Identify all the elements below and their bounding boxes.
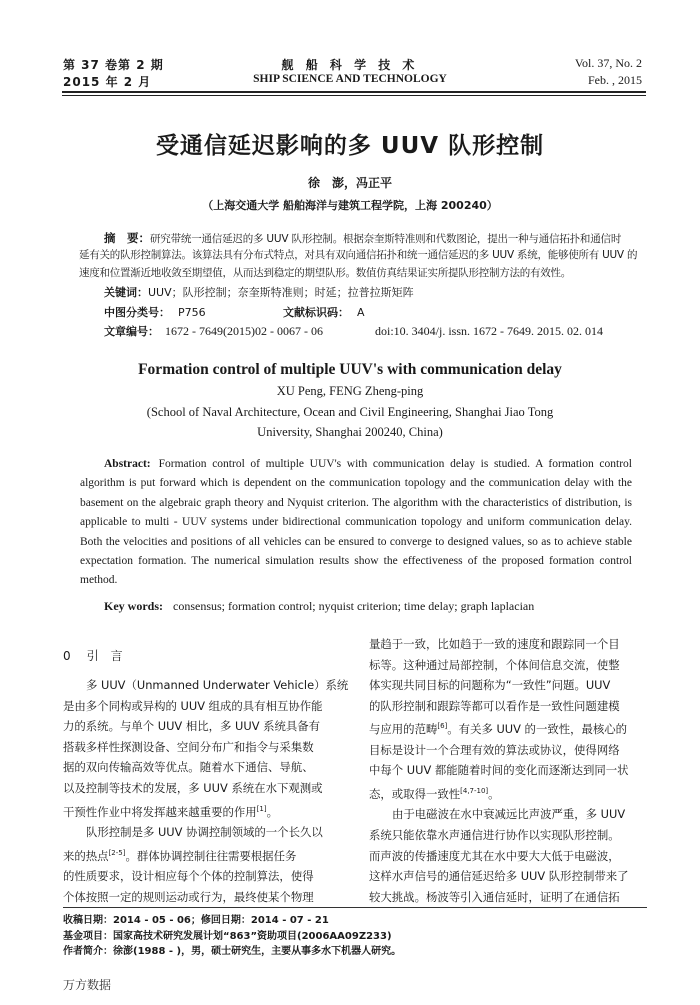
section-heading <box>63 646 123 667</box>
body-line: 态，或取得一致性[4,7-10]。 <box>369 786 500 801</box>
column-left <box>63 675 348 907</box>
body-line: 由于电磁波在水中衰减远比声波严重，多 UUV <box>392 807 626 822</box>
keywords-en-text: consensus; formation control; nyquist criterion; time delay; graph laplacian <box>173 599 535 613</box>
paper-title-en: Formation control of multiple UUV's with communication delay <box>138 361 562 378</box>
body-line: 的队形控制和跟踪等都可以看作是一致性问题建模 <box>369 698 620 713</box>
abstract-en-label: Abstract: <box>104 458 151 470</box>
body-line: 目标是设计一个合理有效的算法或协议，使得网络 <box>369 742 620 757</box>
abstract-cn-label: 摘 要： <box>104 231 150 245</box>
doc-code-label: 文献标识码： <box>283 306 349 319</box>
affiliation-cn: （上海交通大学 船舶海洋与建筑工程学院，上海 200240） <box>202 199 498 212</box>
body-line: 以及控制等技术的发展，多 UUV 系统在水下观测或 <box>63 780 323 795</box>
body-line: 量趋于一致，比如趋于一致的速度和跟踪同一个目 <box>369 637 620 651</box>
body-line: 与应用的范畴[6]。有关多 UUV 的一致性，最核心的 <box>369 722 628 737</box>
citation: [2-5] <box>108 848 126 857</box>
abstract-cn-line: 速度和位置渐近地收敛至期望值，从而达到稳定的期望队形。数值仿真结果证实所提队形控制方法的有效性。 <box>79 267 571 279</box>
article-no-label: 文章编号： <box>104 325 159 338</box>
journal-name-en: SHIP SCIENCE AND TECHNOLOGY <box>253 73 447 85</box>
body-line: 队形控制是多 UUV 协调控制领域的一个长久以 <box>86 824 323 839</box>
article-no-value: 1672 - 7649(2015)02 - 0067 - 06 <box>165 324 323 338</box>
article-number <box>104 323 603 341</box>
clc-value: P756 <box>178 306 206 319</box>
abstract-en <box>80 455 632 591</box>
body-line: 系统只能依靠水声通信进行协作以实现队形控制。 <box>369 827 620 842</box>
footnote-fund: 基金项目：国家高技术研究发展计划“863”资助项目(2006AA09Z233) <box>63 930 392 942</box>
header-rule-thin <box>62 95 646 96</box>
keywords-cn-text: UUV；队形控制；奈奎斯特准则；时延；拉普拉斯矩阵 <box>148 286 414 299</box>
body-line: 中每个 UUV 都能随着时间的变化而逐渐达到同一状 <box>369 763 629 778</box>
citation: [6] <box>437 722 448 731</box>
keywords-cn <box>104 284 414 302</box>
date-en: Feb. , 2015 <box>588 73 642 87</box>
clc-label: 中图分类号： <box>104 306 170 319</box>
citation: [1] <box>256 804 267 813</box>
doi: doi:10. 3404/j. issn. 1672 - 7649. 2015. 02. 014 <box>375 324 604 338</box>
authors-en: XU Peng, FENG Zheng-ping <box>276 384 424 398</box>
classification <box>104 304 365 322</box>
authors-cn: 徐 澎，冯正平 <box>307 176 392 190</box>
volume-issue: 第 37 卷第 2 期 <box>63 58 164 72</box>
footnote-author: 作者简介：徐澎(1988 - )，男，硕士研究生，主要从事多水下机器人研究。 <box>63 946 402 957</box>
body-line: 搭载多样性探测设备、空间分布广和指令与采集数 <box>63 739 314 754</box>
body-line: 多 UUV（Unmanned Underwater Vehicle）系统 <box>86 678 349 692</box>
body-line: 标等。这种通过局部控制，个体间信息交流，使整 <box>369 657 620 672</box>
footnote <box>63 913 401 960</box>
journal-name-cn: 舰 船 科 学 技 术 <box>281 58 419 72</box>
body-line: 干预性作业中将发挥越来越重要的作用[1]。 <box>63 804 278 819</box>
abstract-cn-line: 延有关的队形控制算法。该算法具有分布式特点，对具有双向通信拓扑和统一通信延迟的多 UUV 系统，能够使所有 UUV 的 <box>79 249 638 261</box>
volume-en: Vol. 37, No. 2 <box>574 56 642 70</box>
body-line: 较大挑战。杨波等引入通信延时，证明了在通信拓 <box>369 889 620 904</box>
body-line: 体实现共同目标的问题称为“一致性”问题。UUV <box>369 678 611 693</box>
paper-title-cn: 受通信延迟影响的多 UUV 队形控制 <box>155 133 545 159</box>
affiliation-en: University, Shanghai 200240, China) <box>257 425 443 439</box>
keywords-en-label: Key words: <box>104 599 163 613</box>
header-rule <box>62 91 646 93</box>
affiliation-en: (School of Naval Architecture, Ocean and Civil Engineering, Shanghai Jiao Tong <box>146 405 554 419</box>
abstract-cn-line: 研究带统一通信延迟的多 UUV 队形控制。根据奈奎斯特准则和代数图论，提出一种与通信拓扑和通信时 <box>150 233 622 245</box>
body-line: 这样水声信号的通信延迟给多 UUV 队形控制带来了 <box>369 869 629 884</box>
column-right <box>369 634 649 907</box>
abstract-en-text: Formation control of multiple UUV's with communication delay is studied. A formation control algorithm is put forward which is dependent on the communication topology and the communication delay with the basement on the algebraic graph theory and Nyquist criterion. The algorithm with the characteristics of distribution, is applicable to multi - UUV systems under bidirectional communication topology and uniform communication delay. Both the velocities and positions of all vehicles can be ensured to converge to designed values, so as to achieve stable expectation formation. The numerical simulation results show the effectiveness of the proposed formation control method. <box>80 458 632 587</box>
body-line: 是由多个同构或异构的 UUV 组成的具有相互协作能 <box>63 698 323 713</box>
body-line: 来的热点[2-5]。群体协调控制往往需要根据任务 <box>63 848 297 863</box>
body-line: 力的系统。与单个 UUV 相比，多 UUV 系统具备有 <box>63 719 321 734</box>
body-line: 据的双向传输高效等优点。随着水下通信、导航、 <box>63 760 314 775</box>
body-line: 的性质要求，设计相应每个个体的控制算法，使得 <box>63 868 314 883</box>
section-title: 引 言 <box>86 649 123 663</box>
body-line: 个体按照一定的规则运动或行为，最终使某个物理 <box>63 889 314 904</box>
footnote-rule <box>63 907 647 908</box>
body-line: 而声波的传播速度尤其在水中要大大低于电磁波， <box>369 848 620 863</box>
issue-date-cn: 2015 年 2 月 <box>63 75 152 89</box>
abstract-cn <box>104 230 634 249</box>
watermark: 万方数据 <box>63 978 112 992</box>
keywords-cn-label: 关键词： <box>104 286 148 299</box>
citation: [4,7-10] <box>460 786 489 795</box>
footnote-received: 收稿日期：2014 - 05 - 06；修回日期：2014 - 07 - 21 <box>63 915 329 926</box>
section-number: 0 <box>63 649 71 663</box>
keywords-en <box>104 599 534 614</box>
doc-code-value: A <box>357 306 365 319</box>
